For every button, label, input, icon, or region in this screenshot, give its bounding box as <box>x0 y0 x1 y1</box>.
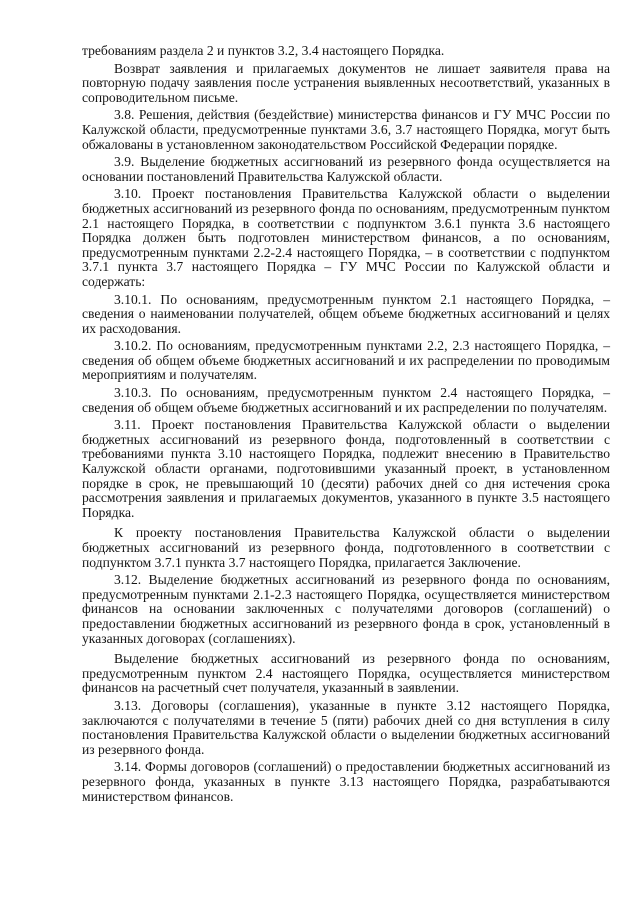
paragraph-3-10-2: 3.10.2. По основаниям, предусмотренным пунктами 2.2, 2.3 настоящего Порядка, – сведения об общем объеме бюджетных ассигнований и их распределении по проводимым мероприятиям и получателям. <box>82 338 610 383</box>
paragraph-return-of-application: Возврат заявления и прилагаемых документов не лишает заявителя права на повторную подачу заявления после устранения выявленных несоответствий, указанных в сопроводительном письме. <box>82 60 610 105</box>
paragraph-conclusion-attachment: К проекту постановления Правительства Калужской области о выделении бюджетных ассигнований из резервного фонда, подготовленного в соответствии с подпунктом 3.7.1 пункта 3.7 настоящего Порядка, прилагается Заключение. <box>82 525 610 570</box>
paragraph-3-11: 3.11. Проект постановления Правительства Калужской области о выделении бюджетных ассигнований из резервного фонда, подготовленный в соответствии с требованиями пункта 3.10 настоящего Порядка, подлежит внесению в Правительство Калужской области органами, подготовившими указанный проект, в установленном порядке в срок, не превышающий 10 (десяти) рабочих дней со дня истечения срока рассмотрения заявления и прилагаемых документов, указанного в пункте 3.5 настоящего Порядка. <box>82 417 610 520</box>
paragraph-3-13: 3.13. Договоры (соглашения), указанные в пункте 3.12 настоящего Порядка, заключаются с получателями в течение 5 (пяти) рабочих дней со дня вступления в силу постановления Правительства Калужской области о выделении бюджетных ассигнований из резервного фонда. <box>82 697 610 757</box>
paragraph-3-10-1: 3.10.1. По основаниям, предусмотренным пунктом 2.1 настоящего Порядка, – сведения о наименовании получателей, общем объеме бюджетных ассигнований и целях их расходования. <box>82 291 610 336</box>
paragraph-3-12: 3.12. Выделение бюджетных ассигнований из резервного фонда по основаниям, предусмотренным пунктами 2.1-2.3 настоящего Порядка, осуществляется министерством финансов на основании заключенных с получателями договоров (соглашений) о предоставлении бюджетных ассигнований из резервного фонда в срок, установленный в указанных договорах (соглашениях). <box>82 572 610 646</box>
paragraph-3-10-3: 3.10.3. По основаниям, предусмотренным пунктом 2.4 настоящего Порядка, – сведения об общем объеме бюджетных ассигнований и их распределении по получателям. <box>82 385 610 415</box>
paragraph-3-14: 3.14. Формы договоров (соглашений) о предоставлении бюджетных ассигнований из резервного фонда, указанных в пункте 3.13 настоящего Порядка, разрабатываются министерством финансов. <box>82 759 610 804</box>
paragraph-allocation-2-4: Выделение бюджетных ассигнований из резервного фонда по основаниям, предусмотренным пунктом 2.4 настоящего Порядка, осуществляется министерством финансов на расчетный счет получателя, указанный в заявлении. <box>82 651 610 696</box>
paragraph-3-8: 3.8. Решения, действия (бездействие) министерства финансов и ГУ МЧС России по Калужской области, предусмотренные пунктами 3.6, 3.7 настоящего Порядка, могут быть обжалованы в установленном законодательством Российской Федерации порядке. <box>82 107 610 152</box>
document-body <box>82 44 610 807</box>
paragraph-3-10: 3.10. Проект постановления Правительства Калужской области о выделении бюджетных ассигнований из резервного фонда по основаниям, предусмотренным пунктом 2.1 настоящего Порядка, в соответствии с подпунктом 3.6.1 пункта 3.6 настоящего Порядка должен быть подготовлен министерством финансов, а по основаниям, предусмотренным пунктами 2.2-2.4 настоящего Порядка, – в соответствии с подпунктом 3.7.1 пункта 3.7 настоящего Порядка – ГУ МЧС России по Калужской области и содержать: <box>82 186 610 289</box>
paragraph-continuation: требованиям раздела 2 и пунктов 3.2, 3.4 настоящего Порядка. <box>82 43 445 58</box>
paragraph-3-9: 3.9. Выделение бюджетных ассигнований из резервного фонда осуществляется на основании постановлений Правительства Калужской области. <box>82 154 610 184</box>
